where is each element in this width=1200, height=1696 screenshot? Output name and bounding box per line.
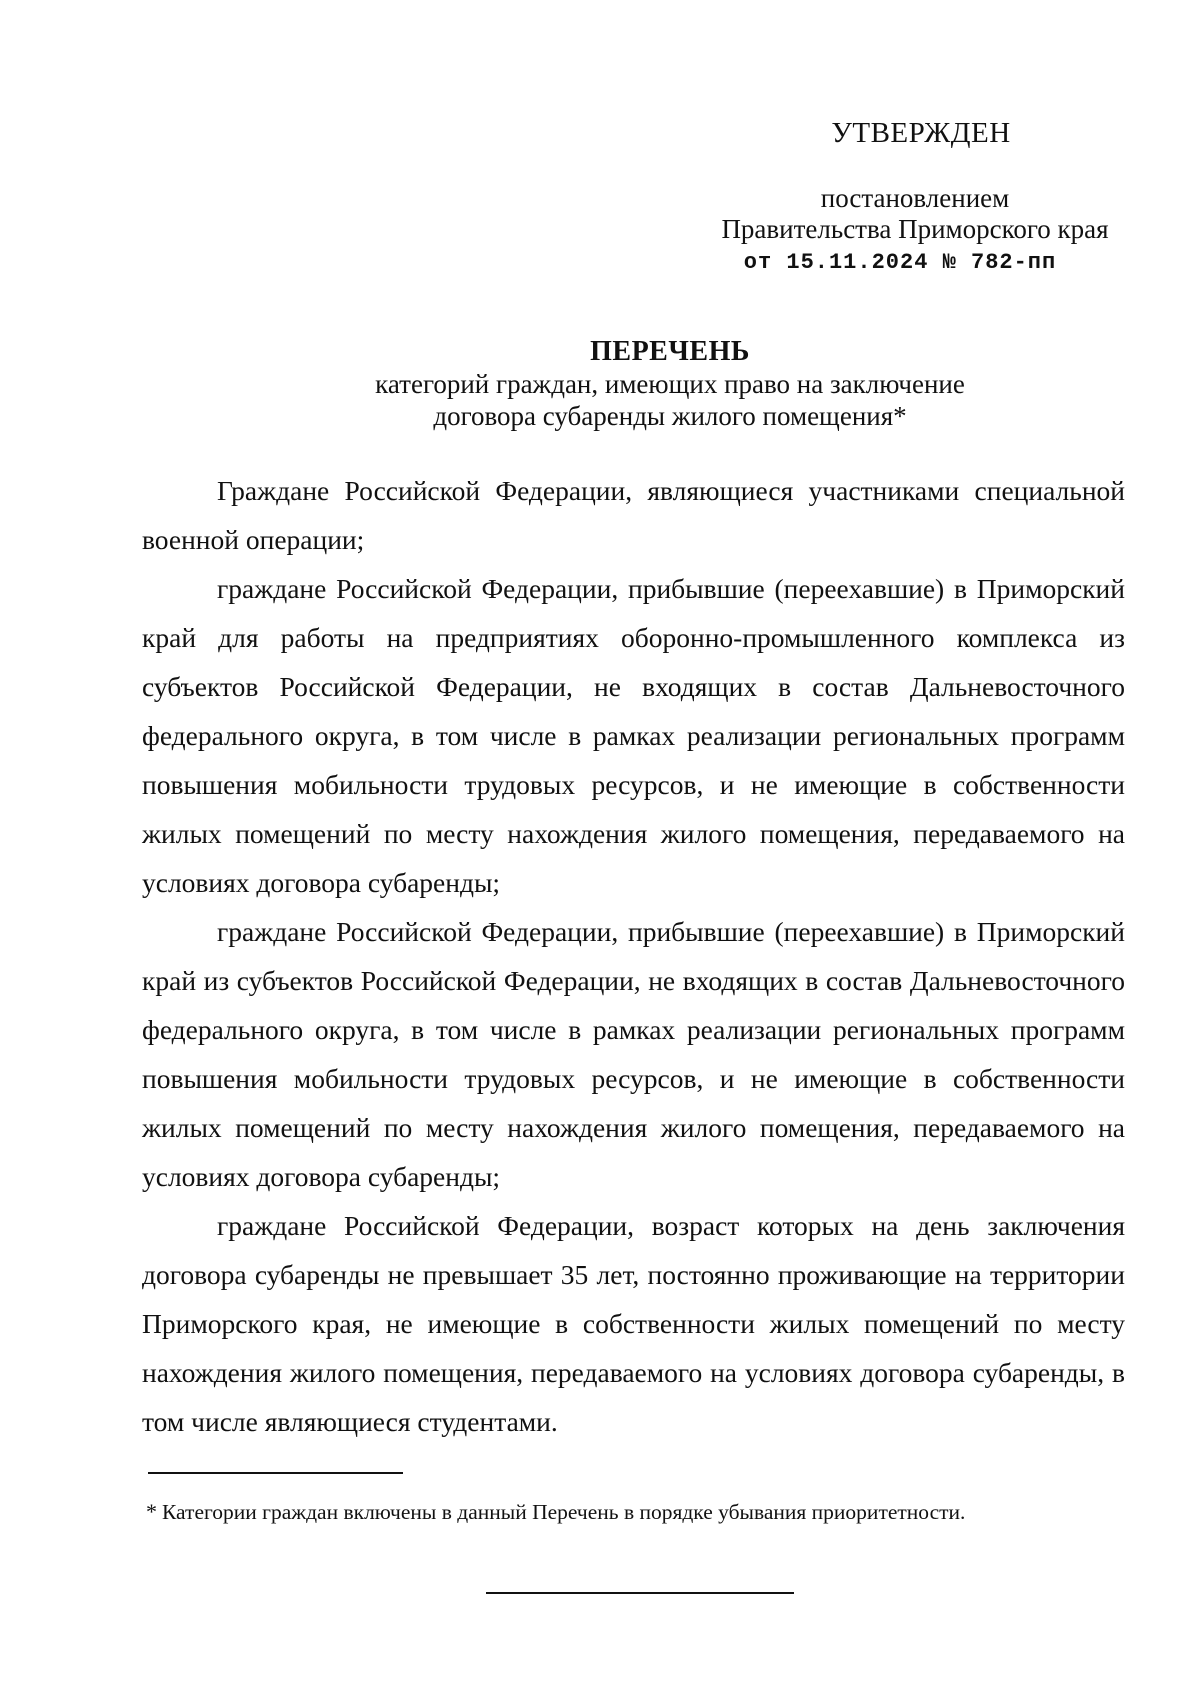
approval-block: [705, 118, 1125, 278]
category-paragraph-3: граждане Российской Федерации, прибывшие (переехавшие) в Приморский край из субъектов Российской Федерации, не входящих в состав Дальневосточного федерального округа, в том числе в рамках реализации региональных программ повышения мобильности трудовых ресурсов, и не имеющие в собственности жилых помещений по месту нахождения жилого помещения, передаваемого на условиях договора субаренды;: [142, 916, 1125, 1192]
document-title: ПЕРЕЧЕНЬ: [590, 336, 750, 367]
document-body: [142, 466, 1125, 1446]
footnote-mark: *: [146, 1499, 157, 1524]
footnote-separator: [148, 1472, 403, 1474]
category-paragraph-4: граждане Российской Федерации, возраст которых на день заключения договора субаренды не превышает 35 лет, постоянно проживающие на территории Приморского края, не имеющие в собственности жилых помещений по месту нахождения жилого помещения, передаваемого на условиях договора субаренды, в том числе являющиеся студентами.: [142, 1210, 1125, 1437]
approval-decree-label: постановлением: [820, 183, 1010, 213]
decree-date-number-stamp: от 15.11.2024 № 782-пп: [743, 250, 1057, 275]
document-title-block: [300, 336, 1040, 432]
approval-heading: УТВЕРЖДЕН: [831, 117, 1011, 149]
category-paragraph-2: граждане Российской Федерации, прибывшие (переехавшие) в Приморский край для работы на предприятиях оборонно-промышленного комплекса из субъектов Российской Федерации, не входящих в состав Дальневосточного федерального округа, в том числе в рамках реализации региональных программ повышения мобильности трудовых ресурсов, и не имеющие в собственности жилых помещений по месту нахождения жилого помещения, передаваемого на условиях договора субаренды;: [142, 573, 1125, 898]
footnote-text: Категории граждан включены в данный Перечень в порядке убывания приоритетности.: [162, 1500, 966, 1524]
category-paragraph-1: Граждане Российской Федерации, являющиеся участниками специальной военной операции;: [142, 475, 1125, 555]
footnote: [146, 1499, 1126, 1525]
end-of-document-rule: [486, 1592, 794, 1594]
document-subtitle-line-2: договора субаренды жилого помещения*: [433, 401, 907, 431]
approval-authority: Правительства Приморского края: [721, 214, 1109, 244]
document-subtitle-line-1: категорий граждан, имеющих право на заключение: [375, 369, 965, 399]
